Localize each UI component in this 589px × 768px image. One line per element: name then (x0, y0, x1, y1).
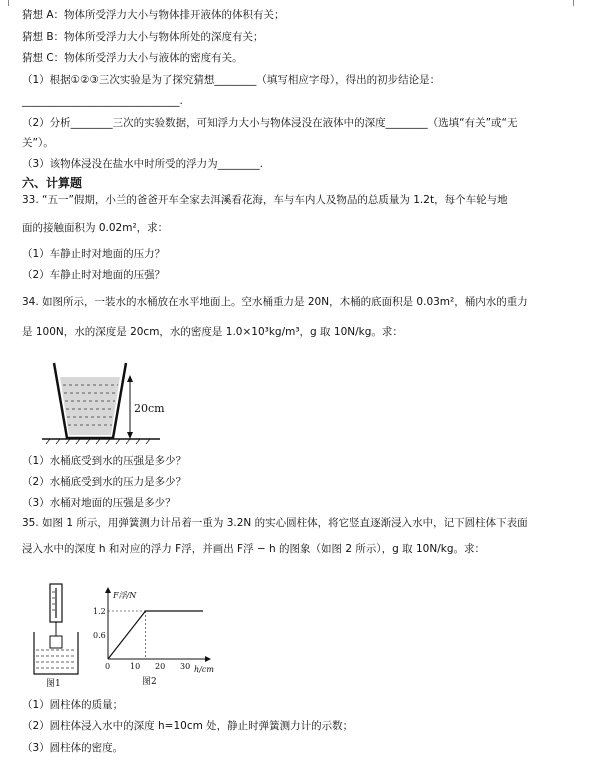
subq-3-line: （3）该物体浸没在盐水中时所受的浮力为________. (22, 158, 264, 170)
figure-2-chart (88, 586, 218, 690)
figure-1-caption: 图1 (46, 679, 61, 689)
page-corner-mark-right (573, 0, 574, 6)
q33-sub-1: （1）车静止时对地面的压力？ (22, 248, 166, 260)
depth-arrow-head-bottom (127, 432, 133, 439)
chart-x-tick-label: 20 (155, 662, 166, 671)
q33-line-1: 33. “五一”假期，小兰的爸爸开车全家去洱溪看花海，车与车内人及物品的总质量为 1.2t，每个车轮与地 (22, 194, 508, 206)
subq-1-line: （1）根据①②③三次实验是为了探究猜想________（填写相应字母），得出的初步结论是： (22, 74, 441, 86)
chart-y-label: F浮/N (113, 591, 137, 600)
chart-y-tick-label: 0.6 (93, 631, 106, 640)
q34-line-2: 是 100N，水的深度是 20cm，水的密度是 1.0×10³kg/m³，g 取 10N/kg。求： (22, 326, 403, 338)
subq-1-blank-line: ______________________________. (22, 95, 183, 107)
hypothesis-a: 猜想 A：物体所受浮力大小与物体排开液体的体积有关； (22, 9, 285, 21)
chart-y-tick-label: 1.2 (93, 607, 106, 616)
chart-x-tick-label: 30 (180, 662, 191, 671)
q34-sub-1: （1）水桶底受到水的压强是多少？ (22, 455, 187, 467)
chart-y-arrow (105, 587, 111, 593)
bucket-water (60, 377, 120, 435)
chart-x-label: h/cm (194, 665, 214, 674)
figure-1-spring-scale (28, 580, 88, 690)
chart-x-tick-label: 0 (105, 662, 111, 671)
q34-sub-3: （3）水桶对地面的压强是多少？ (22, 497, 176, 509)
depth-arrow-head-top (127, 375, 133, 382)
chart-series-line (108, 611, 203, 659)
q35-sub-1: （1）圆柱体的质量； (22, 699, 124, 711)
chart-x-arrow (205, 656, 211, 662)
figure-2-caption: 图2 (142, 677, 157, 687)
q35-line-2: 浸入水中的深度 h 和对应的浮力 F浮，并画出 F浮 − h 的图象（如图 2 所示），g 取 10N/kg。求： (22, 543, 485, 555)
hypothesis-b: 猜想 B：物体所受浮力大小与物体所处的深度有关； (22, 31, 264, 43)
hypothesis-c: 猜想 C：物体所受浮力大小与液体的密度有关。 (22, 52, 243, 64)
cylinder (50, 636, 62, 648)
q33-sub-2: （2）车静止时对地面的压强？ (22, 269, 166, 281)
q35-line-1: 35. 如图 1 所示，用弹簧测力计吊着一重为 3.2N 的实心圆柱体，将它竖直逐渐浸入水中，记下圆柱体下表面 (22, 517, 528, 529)
beaker-water (36, 650, 76, 668)
subq-2-line: （2）分析________三次的实验数据，可知浮力大小与物体浸没在液体中的深度________（选填“有关”或“无 (22, 117, 518, 129)
q35-sub-3: （3）圆柱体的密度。 (22, 742, 124, 754)
bucket-figure (40, 355, 180, 445)
subq-2-line-cont: 关”）。 (22, 137, 54, 149)
depth-label: 20cm (134, 402, 165, 415)
q34-line-1: 34. 如图所示，一装水的水桶放在水平地面上。空水桶重力是 20N，木桶的底面积是 0.03m²，桶内水的重力 (22, 296, 528, 308)
chart-x-tick-label: 10 (130, 662, 141, 671)
q35-sub-2: （2）圆柱体浸入水中的深度 h=10cm 处，静止时弹簧测力计的示数； (22, 720, 354, 732)
section-title: 六、计算题 (22, 176, 83, 190)
q34-sub-2: （2）水桶底受到水的压力是多少？ (22, 476, 187, 488)
page-corner-mark-left (8, 0, 9, 6)
q33-line-2: 面的接触面积为 0.02m²，求： (22, 222, 169, 234)
